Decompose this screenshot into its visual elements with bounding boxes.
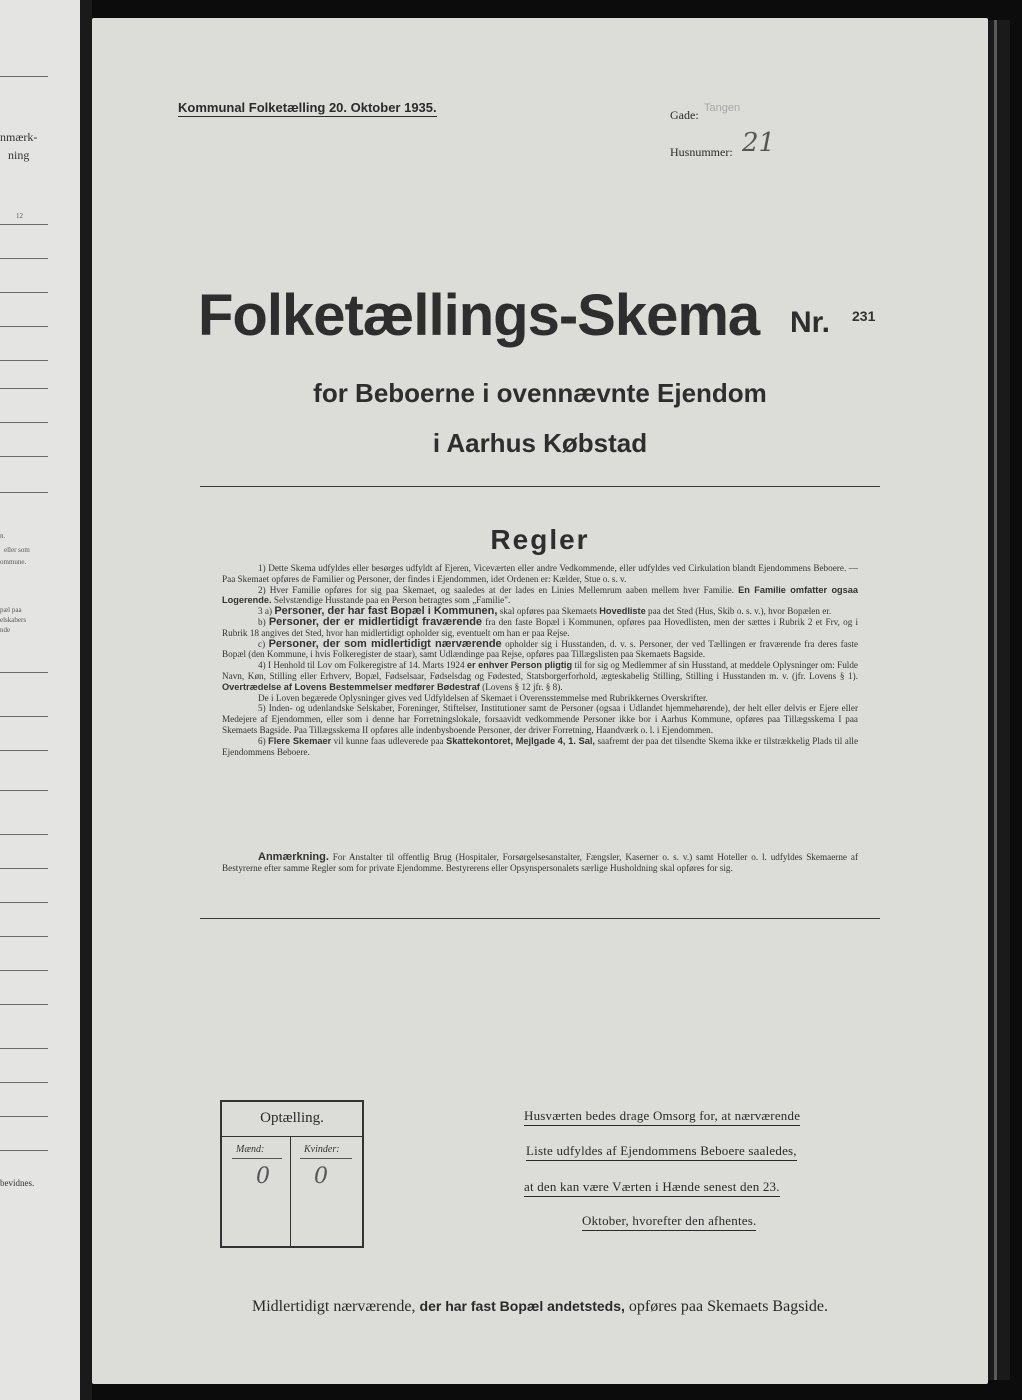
rule-4-note: De i Loven begærede Oplysninger gives ved Udfyldelsen af Skemaet i Overensstemmelse med Rubrikkernes Overskrifter. [258,692,708,703]
left-page-rule [0,1004,48,1005]
divider [200,918,880,919]
rules-heading: Regler [490,524,590,555]
house-number-value: 21 [742,128,776,158]
form-subtitle: for Beboerne i ovennævnte Ejendom [313,378,767,408]
left-page-rule [0,750,48,751]
form-subtitle-city: i Aarhus Købstad [432,428,648,458]
left-page-rule [0,936,48,937]
men-label-underline [232,1158,282,1159]
women-label-underline [300,1158,352,1159]
men-count: 0 [256,1164,270,1189]
street-value: Tangen [704,102,741,114]
house-number-label: Husnummer: [670,145,733,159]
page-edge [988,20,1010,1380]
left-page-rule [0,224,48,225]
count-box-rule [222,1136,362,1137]
remark-text: For Anstalter til offentlig Brug (Hospitaler, Forsørgelsesanstalter, Fængsler, Kaserner o. s. v.) samt Hoteller o. l. udfyldes Skemaerne af Bestyrerne efter samme Regler som for private Ejendomme. Bestyrerens eller Opsynspersonalets særlige Husholdning skal opføres for sig. [222,852,859,873]
rule-5: 5) Inden- og udenlandske Selskaber, Foreninger, Stiftelser, Institutioner samt de Personer (ogsaa i Udlandet hjemmehørende), der helt eller delvis er Ejere eller Medejere af Ejendommen, eller som i denne har Forretningslokale, forsaavidt vedkommende Personer ikke bor i Aarhus Kommune, opføres paa Tillægsskema I paa Skemaets Bagside. Paa Tillægsskema II opføres alle indenbysboende Personer, der driver Forretning, Haandværk o. l. i Ejendommen. [222,703,858,735]
left-page-heading-2: ning [8,148,30,162]
left-page-rule [0,716,48,717]
left-page-bottom-text: bevidnes. [0,1178,35,1188]
left-page-rule [0,1150,48,1151]
notice-line: at den kan være Værten i Hænde senest den 23. [524,1179,780,1197]
footer-note: Midlertidigt nærværende, der har fast Bopæl andetsteds, opføres paa Skemaets Bagside. [252,1298,828,1315]
women-count: 0 [314,1164,328,1189]
women-label: Kvinder: [304,1144,340,1155]
rule-4: 4) I Henhold til Lov om Folkeregistre af 14. Marts 1924 er enhver Person pligtig til for sig og Medlemmer af sin Husstand, at meddele Oplysninger om: Fulde Navn, Køn, Stilling eller Erhverv, Bopæl, Fødselsaar, Fødselsdag og Fødested, Statsborgerforhold, ægteskabelig Stilling, Stilling i Husstanden m. v. (jfr. Lovens § 1). Overtrædelse af Lovens Bestemmelser medfører Bødestraf (Lovens § 12 jfr. § 8). [222,660,859,692]
rules-text [222,563,858,757]
remark [222,852,858,874]
left-page-rule [0,1116,48,1117]
count-box [220,1100,364,1248]
count-title: Optælling. [260,1110,324,1126]
left-page-rule [0,76,48,77]
remark-label: Anmærkning. [258,851,329,863]
left-page-note: eller som [4,546,30,554]
left-page-column-number: 12 [16,212,23,220]
left-page-note: elskabers [0,616,27,624]
left-facing-page [0,0,80,1400]
left-page-rule [0,834,48,835]
left-page-note: nde [0,626,11,634]
notice-line: Oktober, hvorefter den afhentes. [582,1213,756,1231]
left-page-rule [0,970,48,971]
notice-line: Husværten bedes drage Omsorg for, at nærværende [524,1108,800,1126]
census-title: Kommunal Folketælling 20. Oktober 1935. [178,100,437,115]
left-page-rule [0,258,48,259]
rule-3b: b) Personer, der er midlertidigt fraværende fra den faste Bopæl i Kommunen, opføres paa Hovedlisten, men der sættes i Rubrik 2 et Frv, og i Rubrik 18 angives det Sted, hvor han midlertidigt opholder sig, eventuelt om han er paa Rejse. [222,615,859,638]
form-title: Folketællings-Skema [198,283,760,348]
left-page-rule [0,790,48,791]
left-page-rule [0,292,48,293]
rule-3a: 3 a) Personer, der har fast Bopæl i Kommunen, skal opføres paa Skemaets Hovedliste paa det Sted (Hus, Skib o. s. v.), hvor Bopælen er. [258,605,832,618]
rule-3c: c) Personer, der som midlertidigt nærværende opholder sig i Husstanden, d. v. s. Personer, der ved Tællingen er fraværende fra deres faste Bopæl (den Kommune, i hvis Folkeregister de staar), samt Udlændinge paa Rejse, opføres paa Tillægslisten paa Skemaets Bagside. [222,637,859,660]
left-page-note: ommune. [0,558,27,566]
left-page-rule [0,492,48,493]
left-page-note: n. [0,532,6,540]
rule-6: 6) Flere Skemaer vil kunne faas udleverede paa Skattekontoret, Mejlgade 4, 1. Sal, saafremt der paa det tilsendte Skema ikke er tilstrækkelig Plads til alle Ejendommens Beboere. [222,735,859,757]
book-gutter [80,0,92,1400]
left-page-rule [0,868,48,869]
left-page-rule [0,388,48,389]
left-page-rule [0,422,48,423]
form-number-label: Nr. [790,306,831,339]
rule-2: 2) Hver Familie opføres for sig paa Skemaet, og saaledes at der lades en Linies Mellemrum aaben mellem hver Familie. En Familie omfatter ogsaa Logerende. Selvstændige Husstande paa en Person betragtes som „Familie". [222,584,858,606]
count-box-divider [290,1136,291,1246]
street-label: Gade: [670,108,699,122]
left-page-rule [0,360,48,361]
left-page-heading: nmærk- [0,130,38,144]
notice-line: Liste udfyldes af Ejendommens Beboere saaledes, [526,1143,797,1161]
left-page-rule [0,1048,48,1049]
left-page-rule [0,456,48,457]
men-label: Mænd: [236,1144,265,1155]
left-page-note: pæl paa [0,606,22,614]
form-number-value: 231 [852,308,876,324]
left-page-rule [0,1082,48,1083]
left-page-rule [0,672,48,673]
rule-1: 1) Dette Skema udfyldes eller besørges udfyldt af Ejeren, Viceværten eller andre Vedkommende, eller udfyldes ved Cirkulation blandt Ejendommens Beboere. — Paa Skemaet opføres de Familier og Personer, der findes i Ejendommen, idet Ordenen er: Kælder, Stue o. s. v. [222,563,858,584]
divider [200,486,880,487]
left-page-rule [0,902,48,903]
left-page-rule [0,326,48,327]
